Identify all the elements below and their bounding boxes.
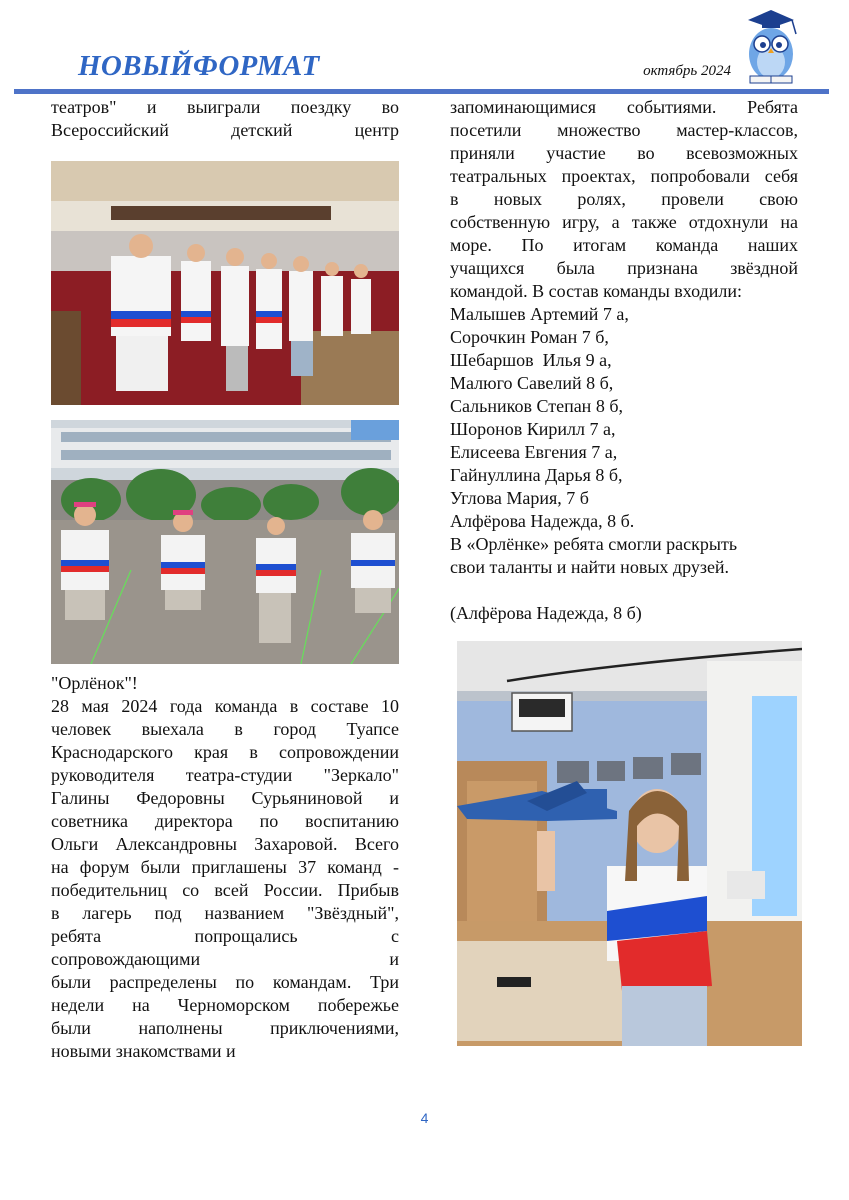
blank-line [450,579,798,602]
text-line: запоминающимися событиями. Ребята [450,97,798,117]
team-member: Малышев Артемий 7 а, [450,304,629,324]
team-member: Шебаршов Илья 9 а, [450,350,612,370]
text-line: сопровождающими и [51,949,399,969]
team-member: Углова Мария, 7 б [450,488,589,508]
team-member: Сорочкин Роман 7 б, [450,327,609,347]
text-line: командой. В состав команды входили: [450,281,743,301]
text-line: ребята попрощались с [51,926,399,946]
page-number: 4 [420,1110,429,1126]
photo-auditorium-students [51,161,399,405]
team-member: Малюго Савелий 8 б, [450,373,614,393]
text-line: Краснодарского края в сопровождении [51,742,399,762]
text-line: победительниц со всей России. Прибыв [51,880,399,900]
text-line: недели на Черноморском побережье [51,995,399,1015]
team-member: Шоронов Кирилл 7 а, [450,419,616,439]
text-line: в новых ролях, провели свою [450,189,798,209]
photo-outdoor-girls [51,420,399,664]
text-line: Всероссийский детский центр [51,120,399,140]
text-line: учащихся была признана звёздной [450,258,798,278]
text-line: советника директора по воспитанию [51,811,399,831]
issue-date: октябрь 2024 [643,63,731,79]
owl-logo-icon [738,6,804,86]
team-member: Алфёрова Надежда, 8 б. [450,511,635,531]
text-line: море. По итогам команда наших [450,235,798,255]
team-member: Елисеева Евгения 7 а, [450,442,618,462]
text-line: театров" и выиграли поездку во [51,97,399,117]
left-column-article-text [51,672,399,1063]
text-line: свои таланты и найти новых друзей. [450,557,730,577]
text-line: Ольги Александровны Захаровой. Всего [51,834,399,854]
text-line: 28 мая 2024 года команда в составе 10 [51,696,399,716]
text-line: были распределены по командам. Три [51,972,399,992]
team-member: Гайнуллина Дарья 8 б, [450,465,623,485]
text-line: посетили множество мастер-классов, [450,120,798,140]
text-line: были наполнены приключениями, [51,1018,399,1038]
masthead: НОВЫЙФОРМАТ [78,50,320,82]
text-line: В «Орлёнке» ребята смогли раскрыть [450,534,738,554]
photo-girl-with-airplane-model [457,641,802,1046]
header-rule [14,89,829,94]
text-line: приняли участие во всевозможных [450,143,798,163]
text-line: на форум были приглашены 37 команд - [51,857,399,877]
text-line: театральных проектах, попробовали себя [450,166,798,186]
text-line: человек выехала в город Туапсе [51,719,399,739]
right-column-text [450,96,798,625]
author-credit: (Алфёрова Надежда, 8 б) [450,603,642,623]
left-column-top-text [51,96,399,142]
text-line: Галины Федоровны Сурьяниновой и [51,788,399,808]
text-line: руководителя театра-студии "Зеркало" [51,765,399,785]
text-line: в лагерь под названием "Звёздный", [51,903,399,923]
text-line: новыми знакомствами и [51,1041,236,1061]
text-line: "Орлёнок"! [51,673,138,693]
text-line: собственную игру, а также отдохнули на [450,212,798,232]
team-member: Сальников Степан 8 б, [450,396,623,416]
